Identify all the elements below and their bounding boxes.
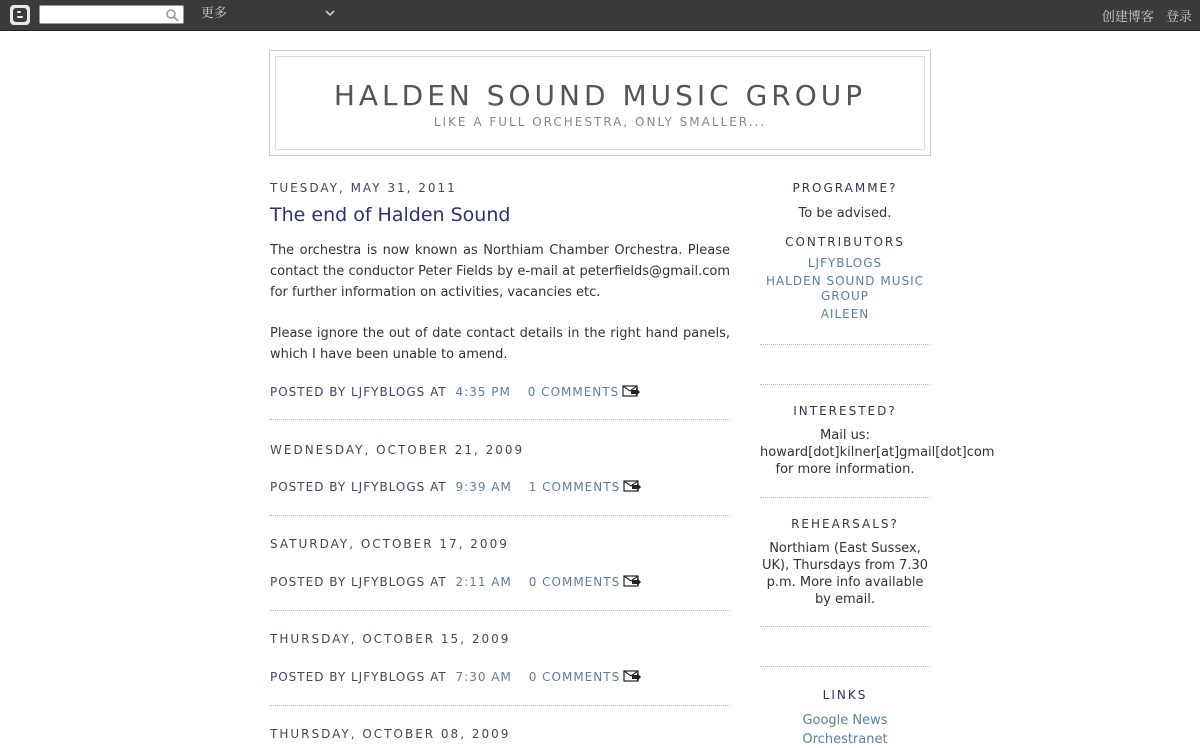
post-body — [270, 240, 730, 365]
comments-link[interactable]: 0 COMMENTS — [528, 670, 621, 684]
posted-by: POSTED BY LJFYBLOGS AT — [270, 385, 447, 399]
post — [270, 442, 730, 516]
widget-title: LINKS — [822, 688, 868, 702]
search-icon[interactable] — [165, 8, 179, 22]
nav-right-links — [1094, 6, 1192, 25]
header-inner-frame — [275, 56, 925, 150]
widget-separator — [760, 478, 930, 498]
post-date: WEDNESDAY, OCTOBER 21, 2009 — [270, 443, 525, 457]
link-orchestranet[interactable]: Orchestranet — [802, 732, 888, 747]
post — [270, 536, 730, 611]
main-column — [270, 180, 730, 742]
more-label: 更多 — [201, 6, 228, 21]
blogger-logo-icon[interactable] — [10, 5, 30, 25]
post-footer — [270, 478, 730, 496]
rehearsals-text: Northiam (East Sussex, UK), Thursdays from 7.30 p.m. More info available by email. — [761, 541, 929, 607]
link-google-news[interactable]: Google News — [802, 713, 888, 728]
post-footer — [270, 668, 730, 686]
widget-separator — [760, 322, 930, 345]
post-separator — [270, 401, 730, 420]
interested-line: for more information. — [775, 462, 915, 477]
email-post-icon[interactable] — [622, 385, 640, 398]
blogger-navbar — [0, 0, 1200, 31]
post-paragraph: The orchestra is now known as Northiam Chamber Orchestra. Please contact the conductor Peter Fields by e-mail at peterfields@gmail.com for further information on activities, vacancies etc. — [270, 243, 730, 300]
search-box[interactable] — [39, 5, 184, 24]
post-date: THURSDAY, OCTOBER 15, 2009 — [270, 632, 511, 646]
post-time-link[interactable]: 7:30 AM — [455, 670, 512, 684]
post-time-link[interactable]: 2:11 AM — [455, 575, 512, 589]
email-post-icon[interactable] — [623, 670, 641, 683]
widget-title: CONTRIBUTORS — [785, 235, 905, 249]
blog-description: LIKE A FULL ORCHESTRA, ONLY SMALLER... — [433, 115, 767, 129]
post-time-link[interactable]: 9:39 AM — [455, 480, 512, 494]
comments-link[interactable]: 0 COMMENTS — [528, 575, 621, 589]
interested-line: Mail us: — [820, 428, 870, 443]
posted-by: POSTED BY LJFYBLOGS AT — [270, 480, 447, 494]
post-separator — [270, 686, 730, 706]
post-separator — [270, 496, 730, 516]
contributor-link[interactable]: AILEEN — [820, 307, 870, 321]
widget-interested — [760, 403, 995, 498]
programme-text: To be advised. — [798, 206, 892, 221]
email-post-icon[interactable] — [623, 575, 641, 588]
post-date: THURSDAY, OCTOBER 08, 2009 — [270, 727, 511, 741]
widget-separator — [760, 627, 930, 667]
comments-link[interactable]: 1 COMMENTS — [528, 480, 621, 494]
post-time-link[interactable]: 4:35 PM — [455, 385, 511, 399]
comments-link[interactable]: 0 COMMENTS — [527, 385, 620, 399]
create-blog-link[interactable]: 创建博客 — [1101, 10, 1154, 25]
widget-links — [760, 687, 930, 748]
widget-separator — [760, 345, 930, 385]
post-date: TUESDAY, MAY 31, 2011 — [270, 181, 457, 195]
blog-title[interactable]: HALDEN SOUND MUSIC GROUP — [333, 79, 867, 112]
post — [270, 180, 730, 420]
more-dropdown[interactable] — [201, 5, 341, 25]
search-input[interactable] — [43, 7, 163, 22]
chevron-down-icon — [325, 8, 335, 18]
post — [270, 631, 730, 706]
post-footer — [270, 383, 730, 401]
post-separator — [270, 591, 730, 611]
sign-in-link[interactable]: 登录 — [1165, 10, 1192, 25]
widget-programme — [760, 180, 930, 222]
post-paragraph: Please ignore the out of date contact details in the right hand panels, which I have been unable to amend. — [270, 326, 730, 362]
widget-rehearsals — [760, 516, 930, 667]
contributor-link[interactable]: LJFYBLOGS — [807, 256, 883, 270]
widget-title: REHEARSALS? — [791, 517, 899, 531]
contributor-link[interactable]: HALDEN SOUND MUSIC GROUP — [765, 274, 925, 303]
post-footer — [270, 573, 730, 591]
blog-header — [269, 50, 931, 156]
post-date: SATURDAY, OCTOBER 17, 2009 — [270, 537, 509, 551]
email-post-icon[interactable] — [623, 480, 641, 493]
posted-by: POSTED BY LJFYBLOGS AT — [270, 670, 447, 684]
email-text: howard[dot]kilner[at]gmail[dot]com — [760, 445, 995, 460]
widget-title: PROGRAMME? — [792, 181, 898, 195]
post-title[interactable]: The end of Halden Sound — [270, 204, 511, 226]
widget-title: INTERESTED? — [793, 404, 897, 418]
widget-separator — [760, 608, 930, 627]
widget-contributors — [760, 234, 930, 385]
sidebar — [760, 180, 995, 748]
posted-by: POSTED BY LJFYBLOGS AT — [270, 575, 447, 589]
